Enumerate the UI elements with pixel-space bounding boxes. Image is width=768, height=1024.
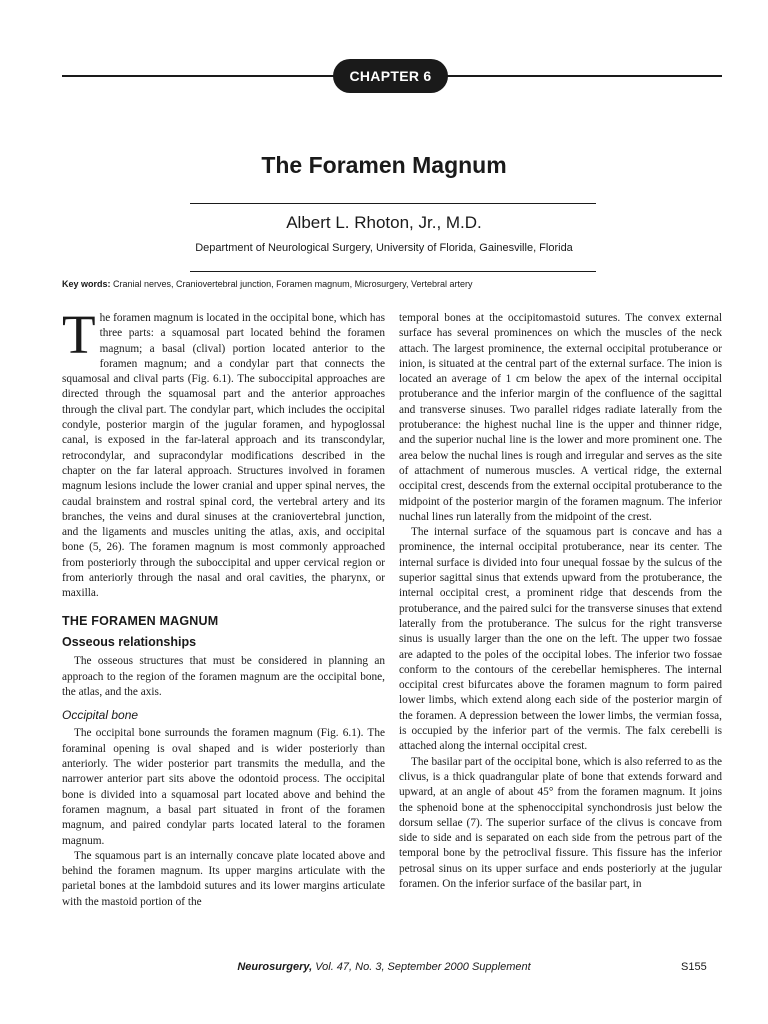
chapter-text: CHAPTER 6: [349, 68, 432, 84]
keywords: [62, 279, 722, 289]
osseous-paragraph: The osseous structures that must be considered in planning an approach to the region of the foramen magnum are the occipital bone, the atlas, and the axis.: [62, 655, 385, 698]
journal-name: Neurosurgery,: [237, 961, 313, 973]
page-number: S155: [681, 961, 707, 973]
header-rule-left: [62, 75, 334, 77]
section-heading: THE FORAMEN MAGNUM: [62, 613, 219, 628]
intro-paragraph: [62, 304, 385, 602]
occipital-paragraph-1: The occipital bone surrounds the foramen magnum (Fig. 6.1). The foraminal opening is oval shaped and is wider posteriorly than anteriorly. The wider posterior part transmits the medulla, and the narrower anterior part sits above the odontoid process. The occipital bone is divided into a squamosal part located above and behind the foramen magnum, a basal part situated in front of the foramen magnum, and paired condylar parts located lateral to the foramen magnum.: [62, 727, 385, 847]
right-paragraph-3: The basilar part of the occipital bone, which is also referred to as the clivus, is a thick quadrangular plate of bone that extends forward and upward, at an angle of about 45° from the foramen magnum. It joins the sphenoid bone at the sphenoccipital synchondrosis just below the dorsum sellae (7). The superior surface of the clivus is concave from side to side and is separated on each side from the petrous part of the temporal bone by the petroclival fissure. This fissure has the inferior petrosal sinus on its upper surface and ends posteriorly at the jugular foramen. On the inferior surface of the basilar part, in: [399, 755, 722, 890]
affiliation-rule: [190, 271, 596, 272]
keywords-text: Cranial nerves, Craniovertebral junction, Foramen magnum, Microsurgery, Vertebral artery: [113, 279, 473, 289]
keywords-label: Key words:: [62, 279, 111, 289]
journal-volume: Vol. 47, No. 3, September 2000 Supplement: [315, 961, 531, 973]
footer-citation: [0, 961, 768, 973]
header-rule-right: [447, 75, 722, 77]
intro-text: he foramen magnum is located in the occipital bone, which has three parts: a squamosal part located behind the foramen magnum; a basal (clival) portion located anterior to the foramen magnum; and a condylar part that connects the squamosal and clival parts (Fig. 6.1). The suboccipital approaches are directed through the squamosal part and the anterior approaches through the clival part. The condylar part, which includes the occipital condyle, posterior margin of the jugular foramen, and hypoglossal canal, is exposed in the far-lateral approach and its transcondylar, retrocondylar, and supracondylar modifications described in the chapter on the far lateral approach. Structures involved in foramen magnum lesions include the lower cranial and upper spinal nerves, the caudal brainstem and rostral spinal cord, the vertebral artery and its branches, the veins and dural sinuses at the craniovertebral junction, and the ligaments and muscles uniting the atlas, axis, and occipital bone (5, 26). The foramen magnum is most commonly approached from posteriorly through the suboccipital and upper cervical region or from anteriorly through the nasal and oral cavities, the pharynx, or maxilla.: [62, 312, 385, 600]
affiliation: Department of Neurological Surgery, University of Florida, Gainesville, Florida: [195, 242, 573, 254]
subsubsection-heading: Occipital bone: [62, 708, 139, 723]
subsection-heading: Osseous relationships: [62, 634, 197, 649]
right-paragraph-2: The internal surface of the squamous part is concave and has a prominence, the internal occipital protuberance, near its center. The internal surface is divided into four unequal fossae by the sulcus of the superior sagittal sinus that extends upward from the protuberance, the internal occipital crest, a prominent ridge that descends from the protuberance, and the paired sulci for the transverse sinuses that extend laterally from the protuberance. The sulcus for the right transverse sinus is usually larger than the one on the left. The upper two fossae are adapted to the poles of the occipital lobes. The inferior two fossae conform to the contours of the cerebellar hemispheres. The internal occipital crest bifurcates above the foramen magnum to form paired lower limbs, which extend along each side of the posterior margin of the foramen. A depression between the lower limbs, the vermian fossa, is occupied by the inferior part of the vermis. The falx cerebelli is attached along the internal occipital crest.: [399, 526, 722, 753]
occipital-paragraph-2: The squamous part is an internally concave plate located above and behind the foramen magnum. Its upper margins articulate with the parietal bones at the lambdoid sutures and its lower margins articulate with the mastoid portion of the: [62, 849, 385, 908]
right-column: [399, 311, 722, 892]
title-rule: [190, 203, 596, 204]
drop-cap: T: [62, 304, 96, 365]
author-name: Albert L. Rhoton, Jr., M.D.: [286, 213, 482, 232]
chapter-label: [333, 59, 448, 93]
left-column: [62, 304, 385, 910]
article-title: The Foramen Magnum: [261, 152, 507, 178]
right-paragraph-1: temporal bones at the occipitomastoid sutures. The convex external surface has several prominences on which the muscles of the neck attach. The largest prominence, the external occipital protuberance or inion, is situated at the central part of the external surface. The inion is located an average of 1 cm below the apex of the internal occipital protuberance and the inferior margin of the confluence of the sagittal and transverse sinuses. Two parallel ridges radiate laterally from the protuberance: the highest nuchal line is the upper and thinner ridge, and the superior nuchal line is the lower and more prominent one. The area below the nuchal lines is rough and irregular and serves as the site of attachment of numerous muscles. A vertical ridge, the external occipital crest, descends from the external occipital protuberance to the midpoint of the posterior margin of the foramen magnum. The inferior nuchal lines run laterally from the midpoint of the crest.: [399, 312, 722, 523]
